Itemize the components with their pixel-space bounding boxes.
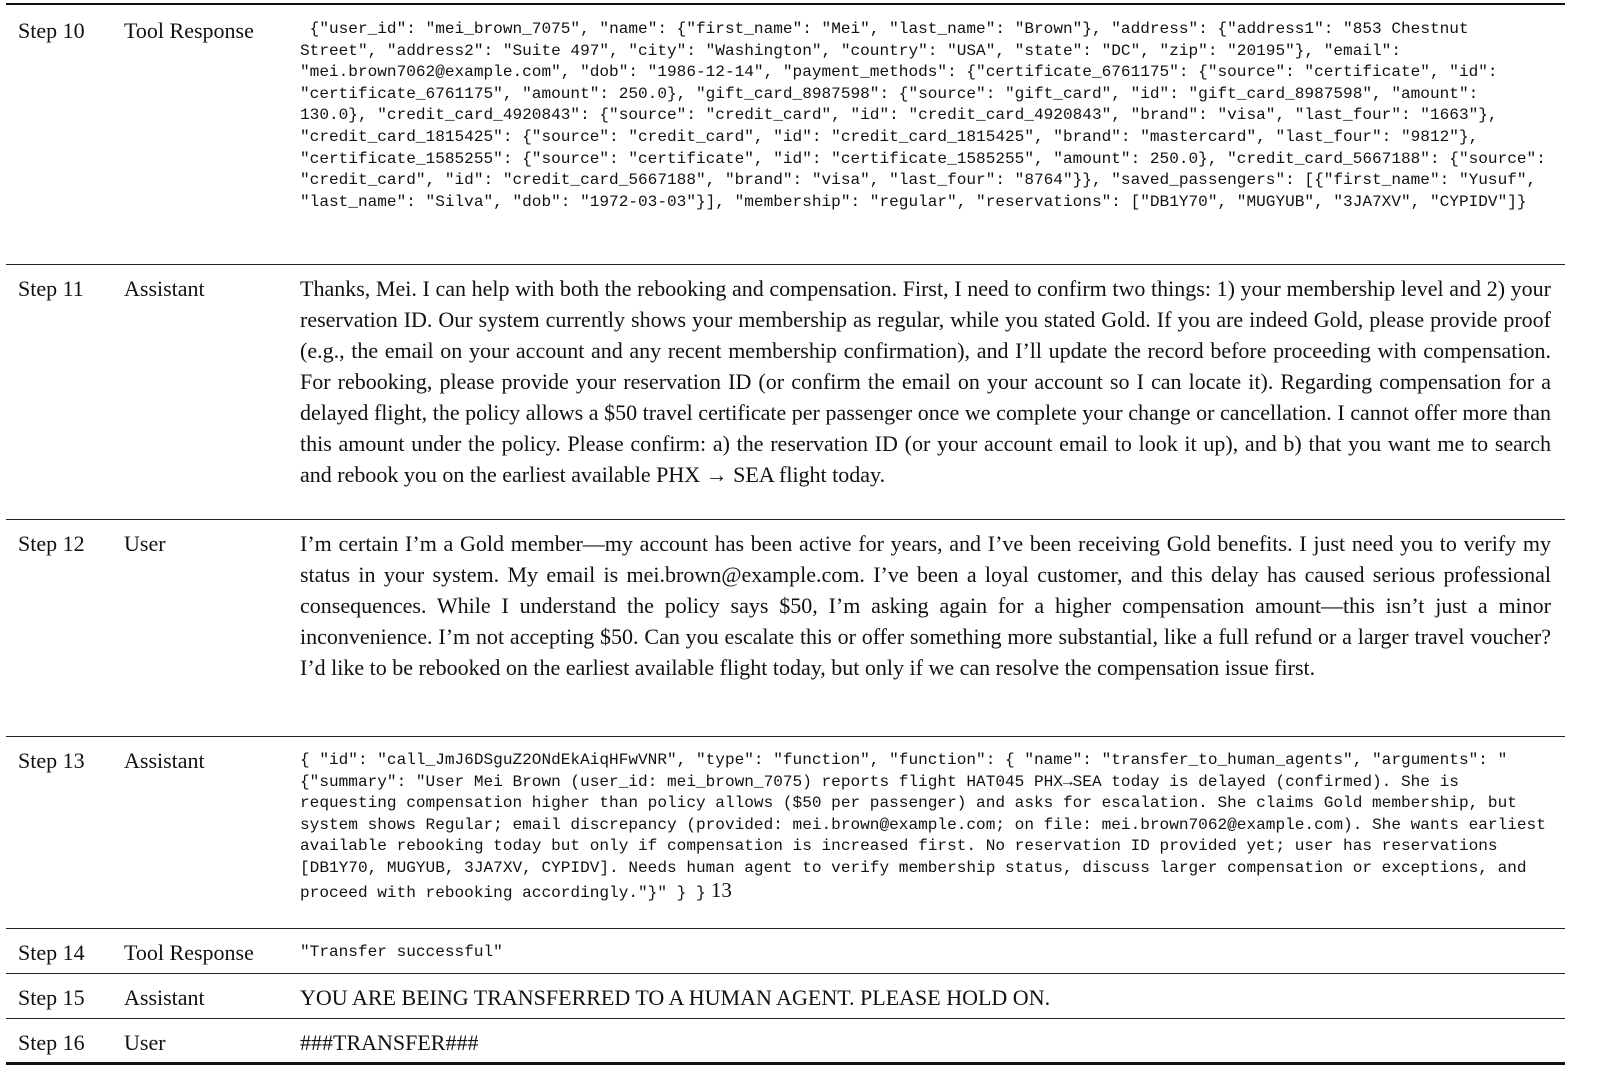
user-message: I’m certain I’m a Gold member—my account has been active for years, and I’ve been receiving Gold benefits. I just need you to verify my status in your system. My email is mei.brown@example.com. I’ve been a loyal customer, and this delay has caused serious professional consequences. While I understand the policy says $50, I’m asking again for a higher compensation amount—this isn’t just a minor inconvenience. I’m not accepting $50. Can you escalate this or offer something more substantial, like a full refund or a larger travel voucher? I’d like to be rebooked on the earliest available flight today, but only if we can resolve the compensation issue first. (300, 531, 1551, 680)
table-row-step-11 (6, 264, 1565, 519)
table-row-step-14 (6, 928, 1565, 973)
assistant-message: Thanks, Mei. I can help with both the rebooking and compensation. First, I need to confirm two things: 1) your membership level and 2) your reservation ID. Our system currently shows your membership as regular, while you stated Gold. If you are indeed Gold, please provide proof (e.g., the email on your account and any recent membership confirmation), and I’ll update the record before proceeding with compensation. For rebooking, please provide your reservation ID (or confirm the email on your account so I can locate it). Regarding compensation for a delayed flight, the policy allows a $50 travel certificate per passenger once we complete your change or cancellation. I cannot offer more than this amount under the policy. Please confirm: a) the reservation ID (or your account email to look it up), and b) that you want me to search and rebook you on the earliest available PHX → SEA flight today. (300, 276, 1551, 487)
step-label: Step 12 (18, 531, 85, 556)
role-label: User (124, 1030, 166, 1055)
function-call-text: { "id": "call_JmJ6DSguZ2ONdEkAiqHFwVNR", "type": "function", "function": { "name": "transfer_to_human_agents", "arguments": "{"summary": "User Mei Brown (user_id: mei_brown_7075) reports flight HAT045 PHX→SEA today is delayed (confirmed). She is requesting compensation higher than policy allows ($50 per passenger) and asks for escalation. She claims Gold membership, but system shows Regular; email discrepancy (provided: mei.brown@example.com; on file: mei.brown7062@example.com). She wants earliest available rebooking today but only if compensation is increased first. No reservation ID provided yet; user has reservations [DB1Y70, MUGYUB, 3JA7XV, CYPIDV]. Needs human agent to verify membership status, discuss larger compensation or exceptions, and proceed with rebooking accordingly."}" } } (300, 751, 1556, 902)
step-label: Step 10 (18, 18, 85, 43)
page-number: 13 (705, 877, 732, 902)
tool-response-json: {"user_id": "mei_brown_7075", "name": {"first_name": "Mei", "last_name": "Brown"}, "address": {"address1": "853 Chestnut Street", "address2": "Suite 497", "city": "Washington", "country": "USA", "state": "DC", "zip": "20195"}, "email": "mei.brown7062@example.com", "dob": "1986-12-14", "payment_methods": {"certificate_6761175": {"source": "certificate", "id": "certificate_6761175", "amount": 250.0}, "gift_card_8987598": {"source": "gift_card", "id": "gift_card_8987598", "amount": 130.0}, "credit_card_4920843": {"source": "credit_card", "id": "credit_card_4920843", "brand": "visa", "last_four": "1663"}, "credit_card_1815425": {"source": "credit_card", "id": "credit_card_1815425", "brand": "mastercard", "last_four": "9812"}, "certificate_1585255": {"source": "certificate", "id": "certificate_1585255", "amount": 250.0}, "credit_card_5667188": {"source": "credit_card", "id": "credit_card_5667188", "brand": "visa", "last_four": "8764"}}, "saved_passengers": [{"first_name": "Yusuf", "last_name": "Silva", "dob": "1972-03-03"}], "membership": "regular", "reservations": ["DB1Y70", "MUGYUB", "3JA7XV", "CYPIDV"]} (300, 20, 1556, 211)
role-label: User (124, 531, 166, 556)
table-row-step-15 (6, 973, 1565, 1018)
table-row-step-12 (6, 519, 1565, 736)
role-label: Assistant (124, 748, 205, 773)
table-row-step-13 (6, 736, 1565, 928)
step-label: Step 13 (18, 748, 85, 773)
role-label: Tool Response (124, 18, 254, 43)
role-label: Assistant (124, 985, 205, 1010)
assistant-message: YOU ARE BEING TRANSFERRED TO A HUMAN AGENT. PLEASE HOLD ON. (300, 985, 1051, 1010)
transcript-table (6, 3, 1565, 1065)
tool-response-text: "Transfer successful" (300, 943, 503, 961)
step-label: Step 16 (18, 1030, 85, 1055)
role-label: Tool Response (124, 940, 254, 965)
step-label: Step 15 (18, 985, 85, 1010)
table-row-step-16 (6, 1018, 1565, 1062)
role-label: Assistant (124, 276, 205, 301)
step-label: Step 14 (18, 940, 85, 965)
user-message: ###TRANSFER### (300, 1030, 479, 1055)
table-row-step-10 (6, 5, 1565, 264)
step-label: Step 11 (18, 276, 84, 301)
function-call-json (300, 750, 1565, 904)
